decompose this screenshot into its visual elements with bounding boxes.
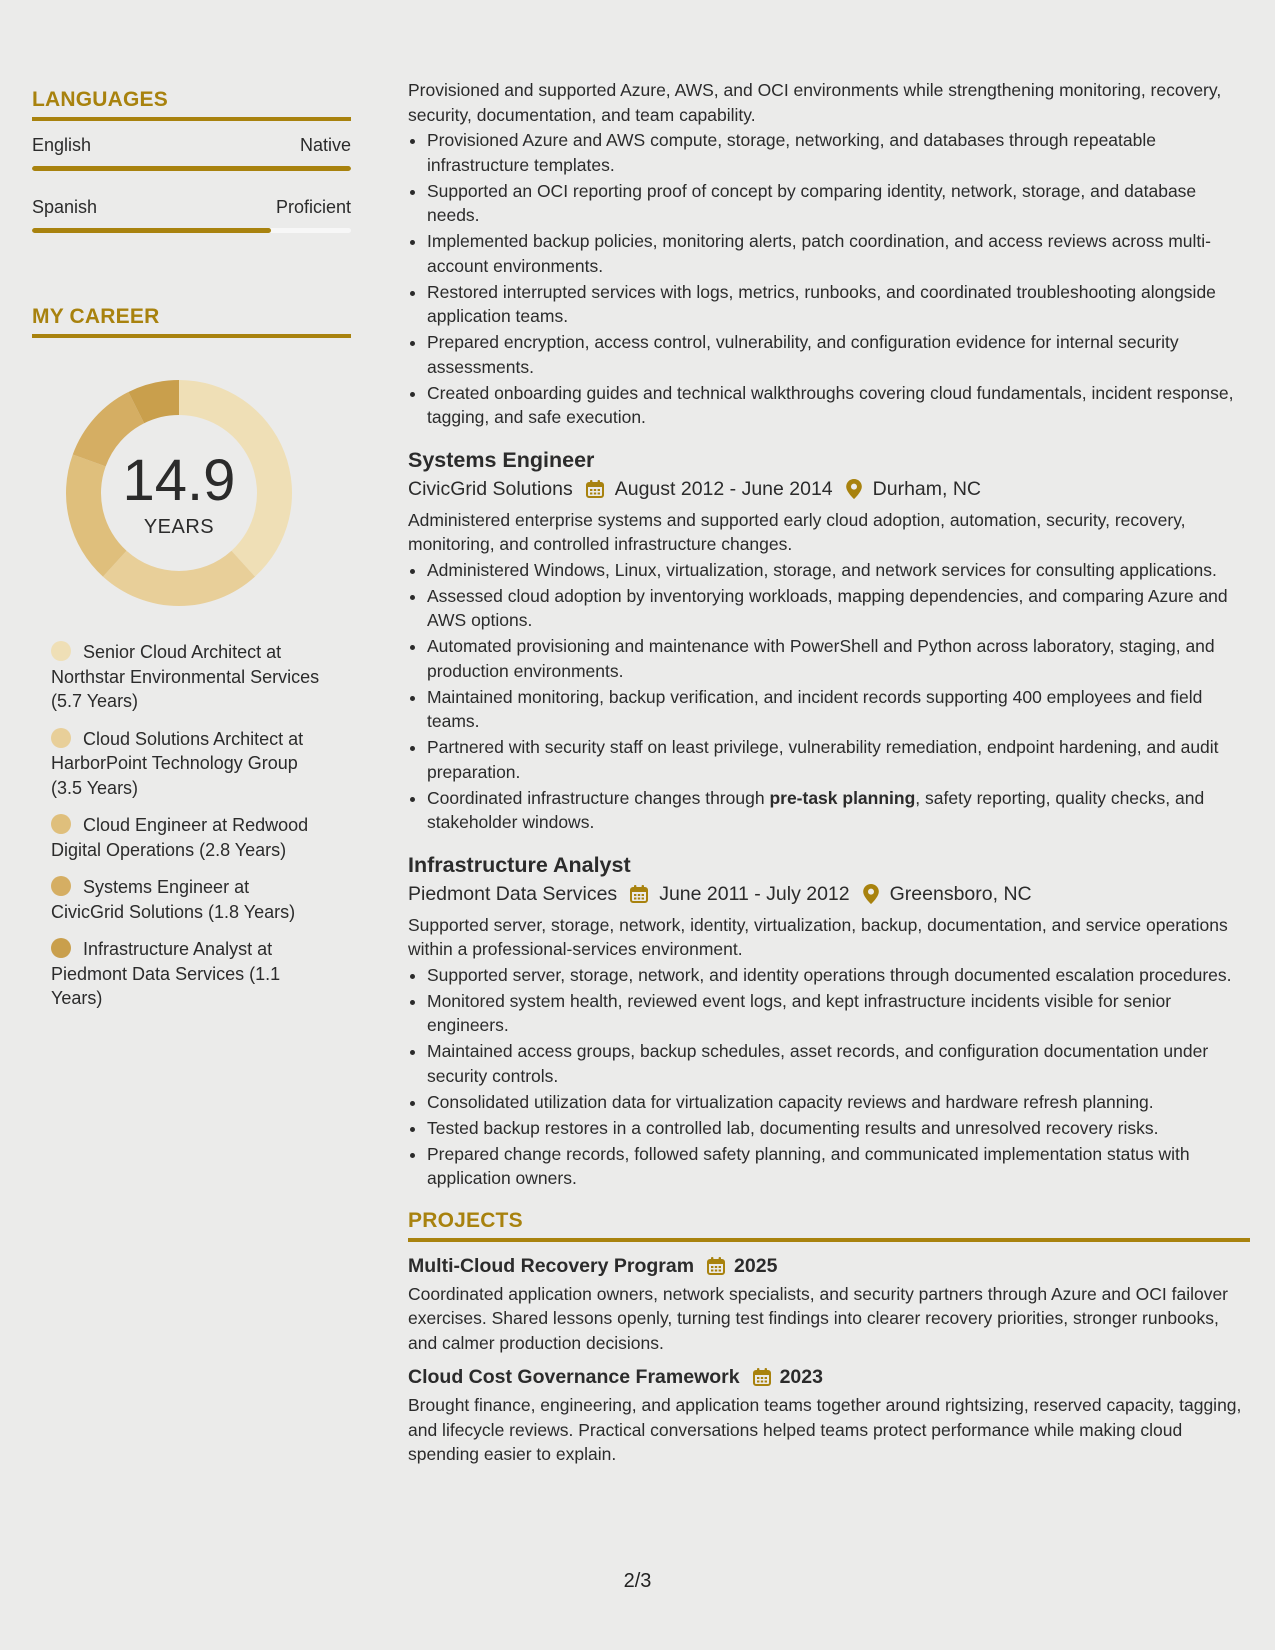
legend-dot bbox=[51, 938, 71, 958]
project-entry bbox=[408, 1363, 1250, 1467]
project-header bbox=[408, 1252, 1250, 1280]
job-bullet: • Automated provisioning and maintenance with PowerShell and Python across laboratory, staging, and production environments. bbox=[427, 634, 1250, 683]
bullet-text: Coordinated infrastructure changes through bbox=[427, 787, 770, 808]
job-dates: August 2012 - June 2014 bbox=[614, 477, 833, 500]
map-pin-icon bbox=[862, 884, 880, 904]
language-level-bar bbox=[32, 228, 351, 233]
language-name: English bbox=[32, 135, 92, 155]
page-number: 2/3 bbox=[623, 1570, 652, 1592]
job-summary: Provisioned and supported Azure, AWS, and OCI environments while strengthening monitoring, recovery, security, documentation, and team capability. bbox=[408, 80, 1222, 125]
job-bullet: • Monitored system health, reviewed event logs, and kept infrastructure incidents visible for senior engineers. bbox=[427, 989, 1250, 1038]
legend-dot bbox=[51, 641, 71, 661]
job-meta bbox=[408, 474, 1250, 504]
main-content bbox=[408, 78, 1250, 1467]
calendar-icon bbox=[706, 1256, 726, 1276]
job-bullet: • Provisioned Azure and AWS compute, storage, networking, and databases through repeatable infrastructure templates. bbox=[427, 128, 1250, 177]
language-item bbox=[32, 135, 351, 171]
job-bullet: • Assessed cloud adoption by inventorying workloads, mapping dependencies, and comparing Azure and AWS options. bbox=[427, 584, 1250, 633]
job-bullet: • Prepared change records, followed safety planning, and communicated implementation status with application owners. bbox=[427, 1142, 1250, 1191]
job-location: Durham, NC bbox=[872, 477, 982, 500]
job-bullet: • Supported server, storage, network, and identity operations through documented escalation procedures. bbox=[427, 963, 1250, 988]
job-summary: Supported server, storage, network, identity, virtualization, backup, documentation, and service operations within a professional-services environment. bbox=[408, 914, 1228, 959]
legend-label: Cloud Engineer at Redwood Digital Operations (2.8 Years) bbox=[51, 815, 309, 860]
job-bullets bbox=[408, 963, 1250, 1191]
legend-dot bbox=[51, 876, 71, 896]
job-bullet: • Restored interrupted services with logs, metrics, runbooks, and coordinated troubleshooting alongside application teams. bbox=[427, 280, 1250, 329]
legend-label: Senior Cloud Architect at Northstar Environmental Services (5.7 Years) bbox=[51, 642, 320, 711]
job-bullet: • Tested backup restores in a controlled lab, documenting results and unresolved recovery risks. bbox=[427, 1116, 1250, 1141]
calendar-icon bbox=[585, 479, 605, 499]
legend-item bbox=[51, 727, 326, 801]
career-legend bbox=[51, 640, 326, 1011]
project-entry bbox=[408, 1252, 1250, 1356]
legend-item bbox=[51, 937, 326, 1011]
legend-item bbox=[51, 813, 326, 862]
bullet-emphasis: pre-task planning bbox=[769, 787, 916, 808]
project-header bbox=[408, 1363, 1250, 1391]
job-entry-continued bbox=[408, 78, 1250, 430]
project-name: Cloud Cost Governance Framework bbox=[408, 1366, 740, 1388]
sidebar bbox=[32, 88, 351, 1024]
company-name: Piedmont Data Services bbox=[408, 882, 618, 905]
job-bullet: • Created onboarding guides and technical walkthroughs covering cloud fundamentals, incident response, tagging, and safe execution. bbox=[427, 381, 1250, 430]
map-pin-icon bbox=[845, 479, 863, 499]
legend-dot bbox=[51, 728, 71, 748]
language-level-bar bbox=[32, 166, 351, 171]
language-level-fill bbox=[32, 228, 271, 233]
job-bullet: • Supported an OCI reporting proof of concept by comparing identity, network, storage, and database needs. bbox=[427, 179, 1250, 228]
job-bullet: • Maintained monitoring, backup verification, and incident records supporting 400 employees and field teams. bbox=[427, 685, 1250, 734]
projects-heading: PROJECTS bbox=[408, 1209, 1250, 1242]
total-years: 14.9 bbox=[122, 448, 236, 513]
project-description: Brought finance, engineering, and application teams together around rightsizing, reserved capacity, tagging, and lifecycle reviews. Practical conversations helped teams protect performance while making cloud spending easier to explain. bbox=[408, 1395, 1242, 1464]
job-bullet: • Implemented backup policies, monitoring alerts, patch coordination, and access reviews across multi-account environments. bbox=[427, 229, 1250, 278]
calendar-icon bbox=[629, 884, 649, 904]
language-level: Native bbox=[299, 135, 351, 155]
job-bullet: • Administered Windows, Linux, virtualization, storage, and network services for consulting applications. bbox=[427, 558, 1250, 583]
job-summary: Administered enterprise systems and supported early cloud adoption, automation, security, recovery, monitoring, and controlled infrastructure changes. bbox=[408, 509, 1186, 554]
total-years-unit: YEARS bbox=[143, 516, 215, 538]
language-level: Proficient bbox=[275, 197, 351, 217]
legend-dot bbox=[51, 814, 71, 834]
legend-item bbox=[51, 875, 326, 924]
job-bullet: • Maintained access groups, backup schedules, asset records, and configuration documentation under security controls. bbox=[427, 1039, 1250, 1088]
language-item bbox=[32, 197, 351, 233]
legend-label: Cloud Solutions Architect at HarborPoint Technology Group (3.5 Years) bbox=[51, 728, 304, 798]
company-name: CivicGrid Solutions bbox=[408, 477, 573, 500]
job-bullet: • Consolidated utilization data for virtualization capacity reviews and hardware refresh planning. bbox=[427, 1090, 1250, 1115]
project-description: Coordinated application owners, network specialists, and security partners through Azure and OCI failover exercises. Shared lessons openly, turning test findings into clearer recovery priorities, stronger runbooks, and calmer production decisions. bbox=[408, 1283, 1229, 1353]
donut-center bbox=[66, 380, 292, 606]
calendar-icon bbox=[752, 1367, 772, 1387]
job-title: Systems Engineer bbox=[408, 447, 595, 472]
job-bullets bbox=[408, 558, 1250, 835]
job-title: Infrastructure Analyst bbox=[408, 852, 631, 877]
career-donut-chart bbox=[66, 380, 292, 606]
job-bullet: • Prepared encryption, access control, vulnerability, and configuration evidence for internal security assessments. bbox=[427, 330, 1250, 379]
career-heading: MY CAREER bbox=[32, 305, 351, 338]
job-bullet: • Partnered with security staff on least privilege, vulnerability remediation, endpoint hardening, and audit preparation. bbox=[427, 735, 1250, 784]
job-bullet bbox=[427, 786, 1250, 835]
bullet-text: , safety reporting, quality checks, and stakeholder windows. bbox=[427, 787, 1205, 832]
project-year: 2025 bbox=[734, 1254, 778, 1277]
job-dates: June 2011 - July 2012 bbox=[659, 882, 850, 905]
job-location: Greensboro, NC bbox=[889, 882, 1032, 905]
language-level-fill bbox=[32, 166, 351, 171]
job-entry bbox=[408, 446, 1250, 835]
job-meta bbox=[408, 879, 1250, 909]
legend-label: Systems Engineer at CivicGrid Solutions (1.8 Years) bbox=[51, 877, 296, 922]
job-entry bbox=[408, 851, 1250, 1191]
project-name: Multi-Cloud Recovery Program bbox=[408, 1254, 695, 1277]
languages-heading: LANGUAGES bbox=[32, 88, 351, 121]
project-year: 2023 bbox=[779, 1366, 823, 1388]
legend-item bbox=[51, 640, 326, 714]
language-name: Spanish bbox=[32, 197, 98, 217]
legend-label: Infrastructure Analyst at Piedmont Data Services (1.1 Years) bbox=[51, 939, 281, 1008]
job-bullets bbox=[408, 128, 1250, 430]
